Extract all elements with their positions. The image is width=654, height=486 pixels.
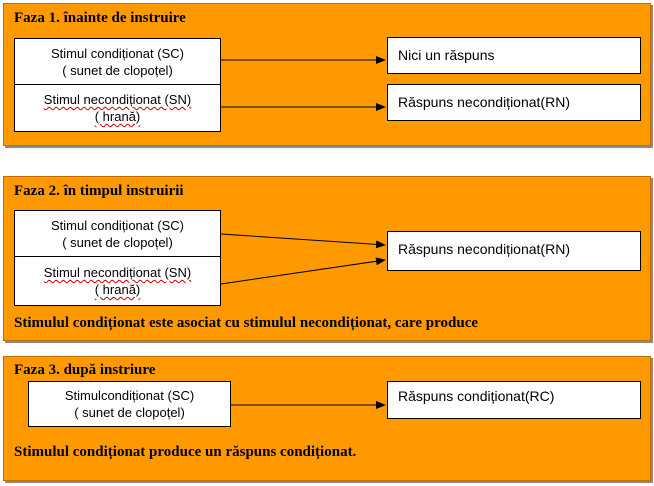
phase3-sc-sublabel: ( sunet de clopoțel)	[74, 405, 185, 420]
phase2-arrow-sc-to-rn	[221, 234, 385, 245]
phase2-arrow-sn-to-rn	[221, 260, 385, 284]
phase2-sc-sublabel: ( sunet de clopoțel)	[62, 234, 173, 250]
phase1-sn-sublabel: ( hrană)	[94, 109, 141, 124]
phase3-sc-label: Stimulcondiționat (SC)	[64, 388, 195, 403]
phase2-sn-sublabel: ( hrană)	[94, 282, 141, 297]
phase3-title: Faza 3. după instriure	[14, 362, 156, 378]
phase3-note: Stimulul condiționat produce un răspuns condiționat.	[14, 444, 357, 460]
phase1-response-2-label: Răspuns necondiționat(RN)	[398, 94, 570, 110]
phase2-sn-label: Stimul necondiționat (SN)	[43, 265, 192, 280]
phase1-title: Faza 1. înainte de instruire	[14, 10, 186, 26]
phase1-response-1-label: Nici un răspuns	[398, 47, 495, 63]
phase1-sc-sublabel: ( sunet de clopoțel)	[62, 62, 173, 78]
phase1-sn-label: Stimul necondiționat (SN)	[43, 92, 192, 107]
phase2-response-label: Răspuns necondiționat(RN)	[398, 241, 570, 257]
phase2-note: Stimulul condiționat este asociat cu stimulul necondiționat, care produce	[14, 315, 479, 331]
phase2-title: Faza 2. în timpul instruirii	[14, 183, 184, 199]
phase2-sc-label: Stimul condiționat (SC)	[51, 217, 184, 233]
phase3-response-label: Răspuns condiționat(RC)	[398, 388, 555, 404]
phase1-sc-label: Stimul condiționat (SC)	[51, 45, 184, 61]
